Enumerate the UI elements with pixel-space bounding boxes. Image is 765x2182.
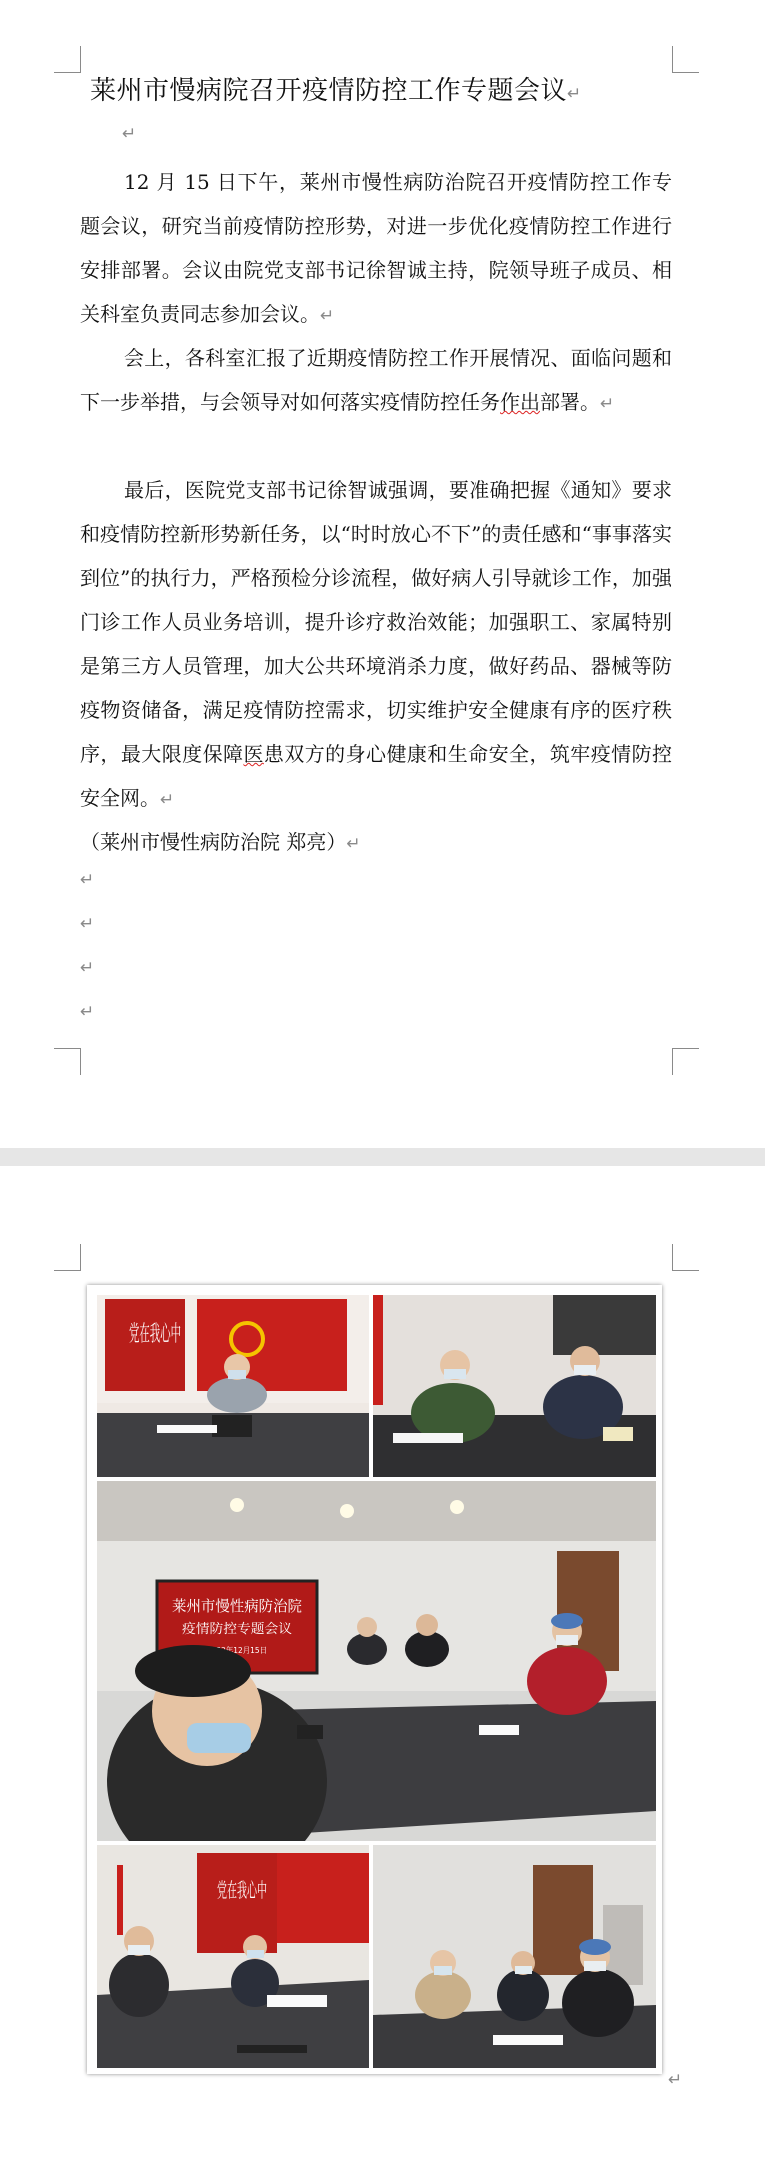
- crop-mark: [54, 46, 81, 73]
- screen-date-text: 2022年12月15日: [207, 1646, 272, 1655]
- party-sign-text: 党在我心中: [217, 1878, 267, 1902]
- paragraph-1[interactable]: 12 月 15 日下午，莱州市慢性病防治院召开疫情防控工作专题会议，研究当前疫情防控形势，对进一步优化疫情防控工作进行安排部署。会议由院党支部书记徐智诚主持，院领导班子成员、相关科室负责同志参加会议。↵: [80, 170, 672, 326]
- paragraph-mark: ↵: [346, 834, 361, 854]
- photo-image: [97, 1481, 656, 1841]
- photo-image: [373, 1295, 656, 1477]
- paragraph-mark: ↵: [600, 394, 615, 414]
- crop-mark: [54, 1244, 81, 1271]
- crop-mark: [672, 1244, 699, 1271]
- photo-attendees-right[interactable]: [371, 1843, 658, 2070]
- paragraph-3[interactable]: 最后，医院党支部书记徐智诚强调，要准确把握《通知》要求和疫情防控新形势新任务，以“时时放心不下”的责任感和“事事落实到位”的执行力，严格预检分诊流程，做好病人引导就诊工作，加强门诊工作人员业务培训，提升诊疗救治效能；加强职工、家属特别是第三方人员管理，加大公共环境消杀力度，做好药品、器械等防疫物资储备，满足疫情防控需求，切实维护安全健康有序的医疗秩序，最大限度保障医患双方的身心健康和生命安全，筑牢疫情防控安全网。↵: [80, 478, 673, 810]
- paragraph-mark: ↵: [320, 306, 335, 326]
- title-text: 莱州市慢病院召开疫情防控工作专题会议: [90, 76, 568, 106]
- crop-mark: [672, 46, 699, 73]
- photo-leaders[interactable]: [371, 1293, 658, 1479]
- party-sign-text: 党在我心中: [129, 1322, 181, 1347]
- paragraph-2[interactable]: 会上，各科室汇报了近期疫情防控工作开展情况、面临问题和下一步举措，与会领导对如何落实疫情防控任务作出部署。↵: [80, 346, 672, 414]
- byline[interactable]: （莱州市慢性病防治院 郑亮）↵: [80, 830, 361, 854]
- photo-image: [97, 1845, 369, 2068]
- photo-collage[interactable]: [87, 1285, 662, 2074]
- paragraph-mark: ↵: [567, 84, 582, 104]
- paragraph-mark: ↵: [80, 958, 95, 978]
- photo-meeting-host[interactable]: [95, 1293, 371, 1479]
- paragraph-mark: ↵: [160, 790, 175, 810]
- spellcheck-flag[interactable]: 作出: [500, 390, 540, 414]
- screen-subtitle-text: 疫情防控专题会议: [182, 1622, 287, 1637]
- screen-title-text: 莱州市慢性病防治院: [172, 1597, 302, 1615]
- paragraph-mark: ↵: [668, 2070, 683, 2090]
- paragraph-mark: ↵: [80, 870, 95, 890]
- photo-meeting-room[interactable]: [95, 1479, 658, 1843]
- document-title[interactable]: [90, 70, 690, 107]
- photo-image: [97, 1295, 369, 1477]
- photo-image: [373, 1845, 656, 2068]
- photo-attendees-left[interactable]: [95, 1843, 371, 2070]
- crop-mark: [54, 1048, 81, 1075]
- spellcheck-flag[interactable]: 医: [243, 742, 264, 766]
- paragraph-mark: ↵: [80, 1002, 95, 1022]
- paragraph-mark: ↵: [80, 914, 95, 934]
- crop-mark: [672, 1048, 699, 1075]
- paragraph-mark: ↵: [122, 124, 137, 144]
